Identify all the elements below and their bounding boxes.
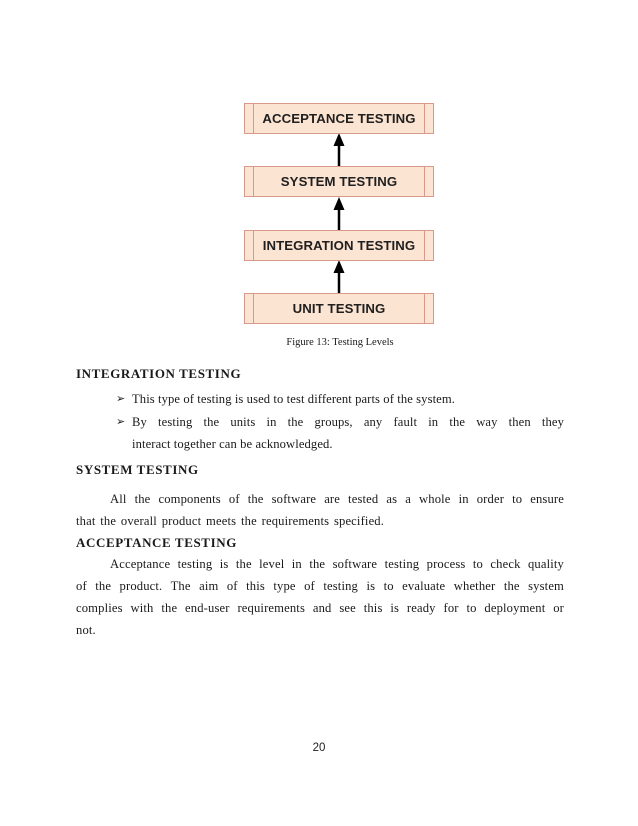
system-testing-box: [244, 166, 434, 197]
unit-testing-box: [244, 293, 434, 324]
list-item: [116, 411, 564, 455]
level-label: INTEGRATION TESTING: [262, 238, 416, 253]
page-number: 20: [312, 742, 326, 754]
list-item: [116, 388, 564, 410]
arrow-up-icon: [334, 260, 345, 293]
level-label: ACCEPTANCE TESTING: [262, 111, 416, 126]
system-testing-heading: SYSTEM TESTING: [76, 462, 199, 477]
acceptance-testing-paragraph: [76, 553, 564, 641]
acceptance-testing-box: [244, 103, 434, 134]
paragraph-line: that the overall product meets the requirements specified.: [76, 514, 385, 528]
integration-testing-heading: INTEGRATION TESTING: [76, 366, 242, 381]
paragraph-line: All the components of the software are tested as a whole in order to ensure: [110, 492, 564, 506]
paragraph-line: not.: [76, 623, 96, 637]
level-label: UNIT TESTING: [292, 301, 386, 316]
arrowhead-bullet-icon: ➢: [116, 415, 126, 428]
arrow-up-icon: [334, 133, 345, 166]
bullet-text-line: interact together can be acknowledged.: [132, 437, 333, 451]
integration-testing-box: [244, 230, 434, 261]
paragraph-line: of the product. The aim of this type of testing is to evaluate whether the system: [76, 579, 564, 593]
testing-levels-diagram: [244, 103, 434, 327]
system-testing-paragraph: [76, 488, 564, 532]
paragraph-line: complies with the end-user requirements and see this is ready for to deployment or: [76, 601, 564, 615]
paragraph-line: Acceptance testing is the level in the software testing process to check quality: [110, 557, 564, 571]
bullet-text: This type of testing is used to test different parts of the system.: [132, 392, 456, 406]
bullet-text-line: By testing the units in the groups, any fault in the way then they: [132, 415, 564, 429]
arrow-up-icon: [334, 197, 345, 230]
figure-caption: Figure 13: Testing Levels: [286, 337, 394, 348]
level-label: SYSTEM TESTING: [280, 174, 398, 189]
acceptance-testing-heading: ACCEPTANCE TESTING: [76, 535, 237, 550]
arrowhead-bullet-icon: ➢: [116, 392, 126, 405]
